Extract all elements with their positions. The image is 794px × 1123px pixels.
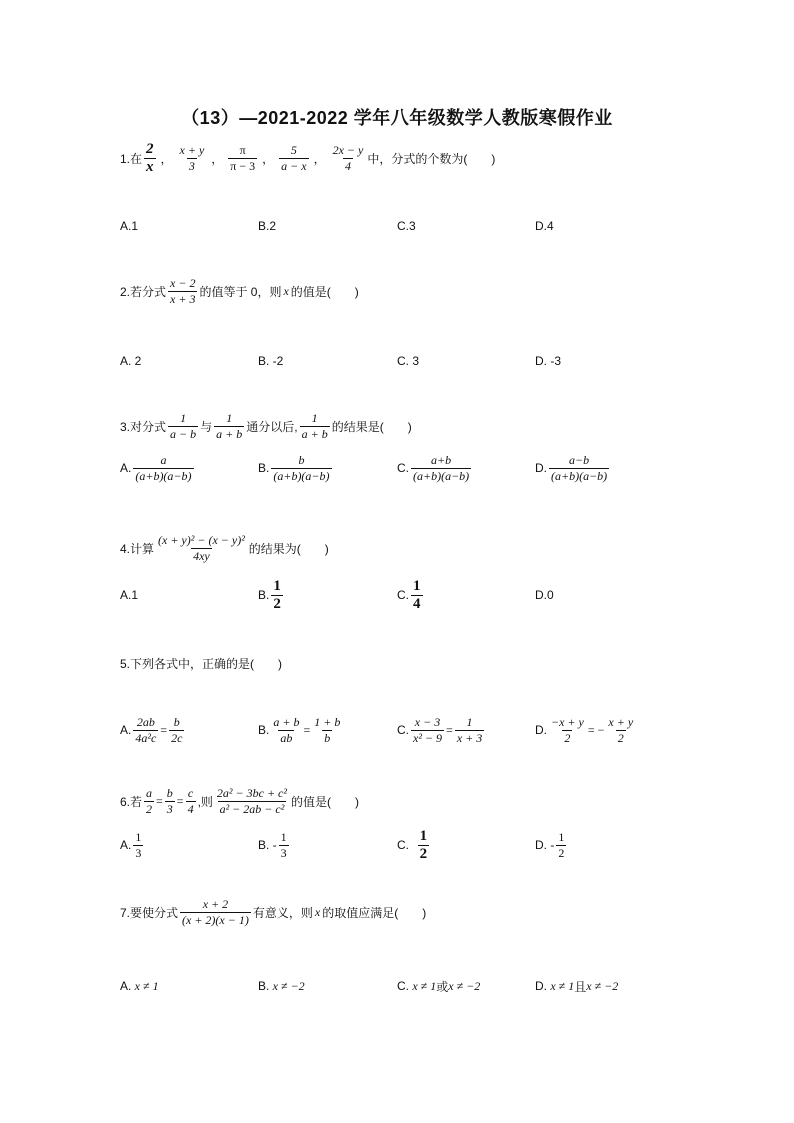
q2-text: 的值等于 0，则 — [199, 285, 282, 299]
q6-prefix: 6.若 — [120, 795, 143, 809]
q2-options — [120, 341, 720, 381]
q3-prefix: 3.对分式 — [120, 420, 167, 434]
option-d[interactable]: D. -3 — [535, 354, 562, 368]
option-b[interactable]: B.2 — [258, 219, 277, 233]
fraction: $\frac{1}{a - b}$ — [170, 411, 197, 441]
option-d[interactable]: D. x ≠ 1 且 x ≠ −2 — [535, 978, 619, 994]
option-d[interactable]: D.0 — [535, 588, 554, 602]
question-3 — [120, 411, 412, 442]
variable: x — [314, 905, 321, 919]
option-c[interactable]: C. $\frac{1}{2}$ — [397, 827, 428, 862]
fraction: $\frac{x + 2}{(x + 2)(x - 1)}$ — [182, 897, 249, 927]
q5-text: 5.下列各式中，正确的是( ) — [120, 657, 283, 671]
question-6: 6.若 $\frac{a}{2}$ = $\frac{b}{3}$ = $\frac{c}{4}$ ,则 $\frac{\text{2a² − 3bc + c²}}{\text{a² − 2ab − c²}}$ 的值是( ) — [120, 786, 359, 816]
q7-prefix: 7.要使分式 — [120, 906, 179, 920]
option-b[interactable]: B. $\frac{1}{2}$ — [258, 577, 281, 612]
fraction: $\frac{\pi}{\pi - 3}$ — [230, 143, 256, 173]
option-d[interactable]: D. $\frac{a-b}{(a+b)(a-b)}$ — [535, 452, 608, 483]
q3-text: 与 — [200, 420, 213, 434]
option-c[interactable]: C. 3 — [397, 354, 420, 368]
question-2 — [120, 276, 359, 307]
fraction: $\frac{\text{(x + y)² − (x − y)²}}{4xy}$ — [158, 533, 245, 563]
option-c[interactable]: C. $\frac{x - 3}{\text{x² − 9}}$ = $\frac{1}{x + 3}$ — [397, 714, 483, 745]
q4-prefix: 4.计算 — [120, 542, 155, 556]
option-b[interactable]: B. $\frac{a + b}{ab}$ = $\frac{1 + b}{b}$ — [258, 714, 341, 745]
option-a[interactable]: A.1 — [120, 588, 139, 602]
question-4 — [120, 533, 329, 564]
option-b[interactable]: B. $\frac{b}{(a+b)(a-b)}$ — [258, 452, 330, 483]
question-5 — [120, 655, 282, 672]
q6-options — [120, 825, 720, 865]
fraction: $\frac{2}{x}$ — [146, 141, 154, 175]
q1-prefix: 1.在 — [120, 152, 143, 166]
q7-options — [120, 966, 720, 1006]
q4-text: 的结果为( ) — [248, 542, 329, 556]
q4-options — [120, 575, 720, 615]
option-a[interactable]: A. $\frac{1}{3}$ — [120, 829, 142, 860]
option-d[interactable]: D. $\frac{-x + y}{2}$ = − $\frac{x + y}{2}$ — [535, 714, 634, 745]
variable: x — [283, 284, 289, 298]
q5-options — [120, 710, 720, 750]
option-d[interactable]: D.4 — [535, 219, 554, 233]
option-a[interactable]: A. x ≠ 1 — [120, 978, 159, 993]
option-b[interactable]: B. - $\frac{1}{3}$ — [258, 829, 287, 860]
q2-text: 的值是( ) — [290, 285, 359, 299]
q1-suffix: 中，分式的个数为( ) — [367, 152, 496, 166]
option-c[interactable]: C. $\frac{1}{4}$ — [397, 577, 421, 612]
option-c[interactable]: C. $\frac{a+b}{(a+b)(a-b)}$ — [397, 452, 470, 483]
q2-prefix: 2.若分式 — [120, 285, 167, 299]
option-a[interactable]: A. $\frac{a}{(a+b)(a-b)}$ — [120, 452, 192, 483]
option-d[interactable]: D. - $\frac{1}{2}$ — [535, 829, 565, 860]
q3-text: 通分以后, — [246, 420, 298, 434]
fraction: $\frac{5}{a - x}$ — [281, 143, 307, 173]
fraction: $\frac{x + y}{3}$ — [179, 143, 205, 173]
q3-text: 的结果是( ) — [331, 420, 412, 434]
page-title: （13）—2021-2022 学年八年级数学人教版寒假作业 — [181, 108, 613, 128]
option-a[interactable]: A. 2 — [120, 354, 142, 368]
fraction: $\frac{1}{a + b}$ — [216, 411, 243, 441]
option-a[interactable]: A.1 — [120, 219, 139, 233]
q3-options — [120, 448, 720, 488]
fraction: $\frac{x - 2}{x + 3}$ — [170, 276, 196, 306]
option-c[interactable]: C.3 — [397, 219, 416, 233]
option-b[interactable]: B. -2 — [258, 354, 284, 368]
question-7: 7.要使分式 $\frac{x + 2}{(x + 2)(x - 1)}$ 有意义，则 x 的取值应满足( ) — [120, 897, 427, 927]
option-a[interactable]: A. $\frac{2ab}{\text{4a²c}}$ = $\frac{b}{2c}$ — [120, 714, 183, 745]
question-1: 1.在 $\frac{2}{x}$ ， $\frac{x + y}{3}$ ， $\frac{\pi}{\pi - 3}$ ， $\frac{5}{a - x}$ ， $\frac{2x - y}{4}$ 中，分式的个数为( ) — [120, 141, 496, 175]
fraction: $\frac{2x - y}{4}$ — [332, 143, 364, 173]
option-b[interactable]: B. x ≠ −2 — [258, 978, 305, 993]
option-c[interactable]: C. x ≠ 1 或 x ≠ −2 — [397, 978, 481, 994]
q1-options — [120, 206, 720, 246]
fraction: $\frac{\text{2a² − 3bc + c²}}{\text{a² − 2ab − c²}}$ — [216, 786, 287, 816]
fraction: $\frac{1}{a + b}$ — [301, 411, 328, 441]
